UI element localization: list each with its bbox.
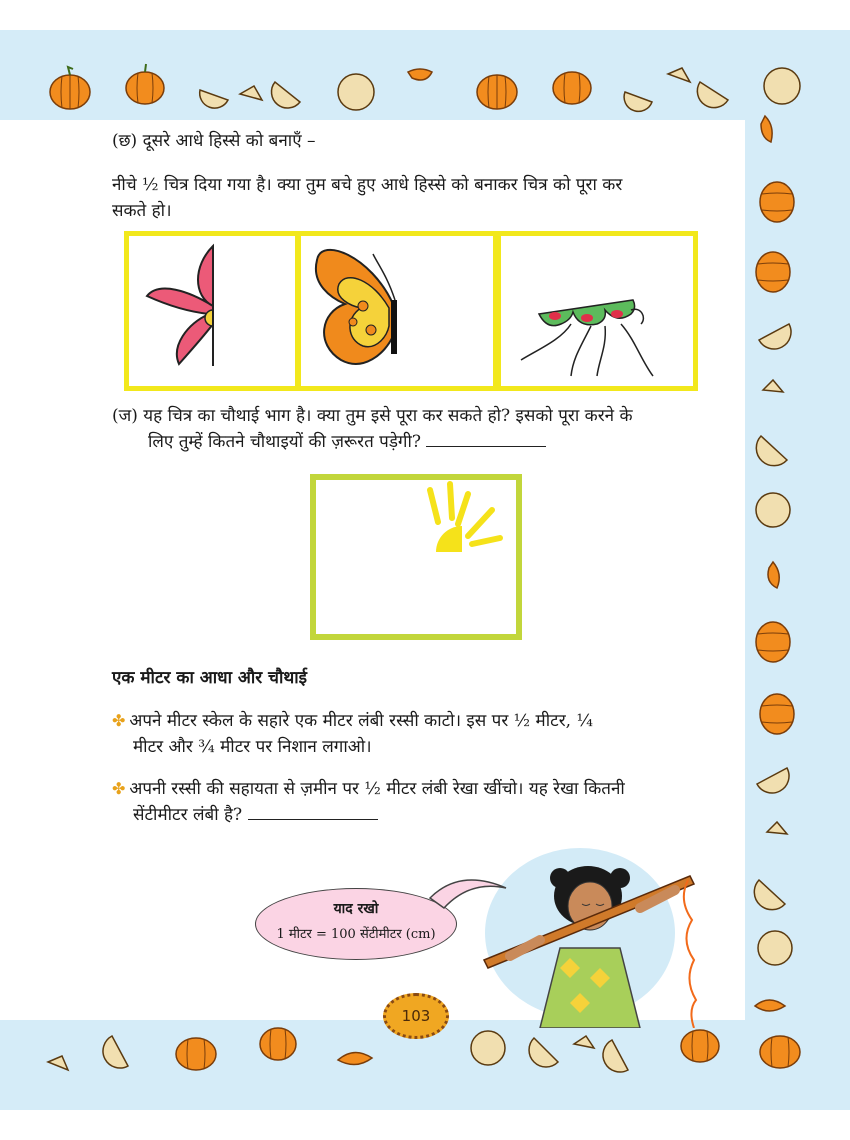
quarter-sun-icon: [316, 480, 516, 634]
flower-panel: [124, 231, 300, 391]
bullet2-line1-wrap: [112, 776, 625, 802]
half-flower-icon: [129, 236, 295, 386]
section-j-line2-wrap: [148, 429, 546, 455]
right-border-decorations-icon: [745, 110, 850, 1020]
bullet1-line2: मीटर और ¾ मीटर पर निशान लगाओ।: [133, 737, 372, 757]
girl-with-rope-icon: [470, 838, 710, 1028]
bullet-flower-icon: ✤: [112, 711, 126, 730]
bullet2-line2-wrap: [133, 802, 378, 828]
half-caterpillar-icon: [501, 236, 693, 386]
bubble-tail-icon: [420, 868, 510, 918]
section-chh-instruction-line1: नीचे ½ चित्र दिया गया है। क्या तुम बचे हुए आधे हिस्से को बनाकर चित्र को पूरा कर: [112, 175, 623, 195]
bullet1-line1: अपने मीटर स्केल के सहारे एक मीटर लंबी रस्सी काटो। इस पर ½ मीटर, ¼: [129, 711, 593, 731]
top-border-decorations-icon: [0, 30, 850, 120]
remember-title: याद रखो: [333, 901, 379, 917]
half-butterfly-icon: [301, 236, 493, 386]
section-j-line1: (ज) यह चित्र का चौथाई भाग है। क्या तुम इसे पूरा कर सकते हो? इसको पूरा करने के: [112, 406, 633, 426]
section-j-line2: लिए तुम्हें कितने चौथाइयों की ज़रूरत पड़ेगी?: [148, 432, 422, 452]
caterpillar-panel: [496, 231, 698, 391]
butterfly-panel: [296, 231, 498, 391]
answer-blank-centimeters[interactable]: [248, 805, 378, 820]
meter-section-heading: एक मीटर का आधा और चौथाई: [112, 668, 307, 688]
bullet-flower-icon: ✤: [112, 779, 126, 798]
page-number: 103: [383, 993, 449, 1039]
section-chh-heading: (छ) दूसरे आधे हिस्से को बनाएँ –: [112, 131, 316, 151]
bullet1-line1-wrap: [112, 708, 593, 734]
quarter-sun-box: [310, 474, 522, 640]
section-chh-instruction-line2: सकते हो।: [112, 201, 172, 221]
answer-blank-quarters[interactable]: [426, 432, 546, 447]
bullet2-line2: सेंटीमीटर लंबी है?: [133, 805, 243, 825]
remember-text: 1 मीटर = 100 सेंटीमीटर (cm): [276, 927, 436, 942]
half-picture-panels: [124, 231, 698, 387]
bullet2-line1: अपनी रस्सी की सहायता से ज़मीन पर ½ मीटर लंबी रेखा खींचो। यह रेखा कितनी: [129, 779, 625, 799]
